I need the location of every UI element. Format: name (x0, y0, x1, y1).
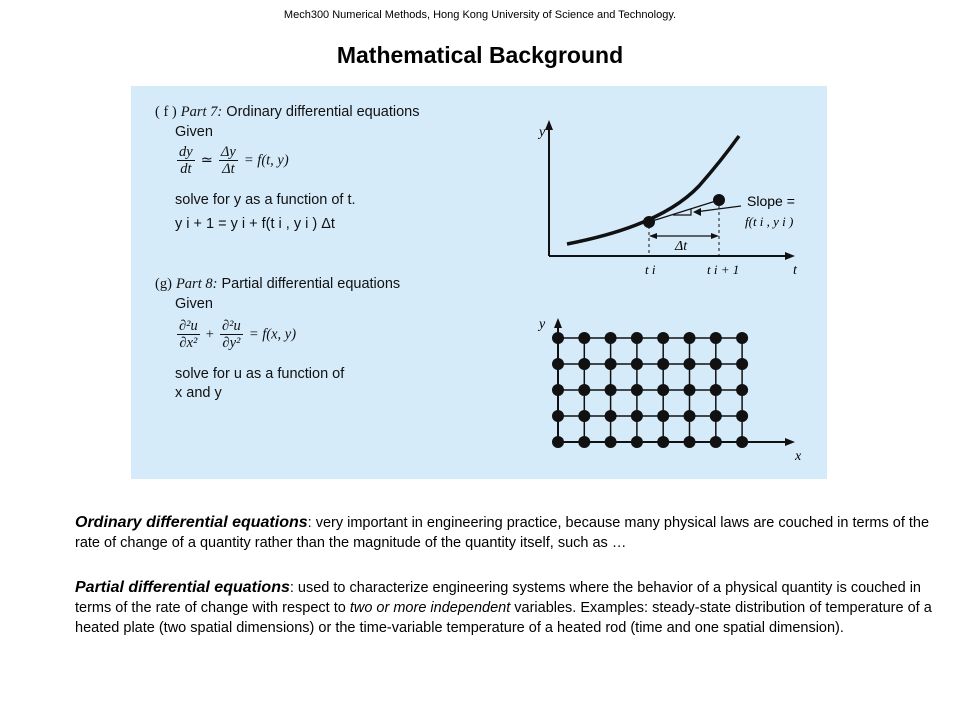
point-ti1 (713, 194, 725, 206)
grid-node (657, 332, 669, 344)
part-f-heading (155, 104, 419, 121)
grid-node (657, 384, 669, 396)
slope-pointer-head (693, 208, 701, 216)
grid-node (605, 436, 617, 448)
slope-line (649, 200, 719, 222)
pde-y-label: y (539, 317, 546, 332)
slope-expression: f(t i , y i ) (745, 214, 794, 229)
part-g-label: (g) (155, 276, 172, 292)
grid-node (710, 332, 722, 344)
ode-Dy: Δy (220, 144, 236, 160)
ode-t-arrowhead (785, 252, 795, 260)
grid-node (578, 384, 590, 396)
grid-node (736, 358, 748, 370)
part-f-name: Part 7: (180, 104, 223, 120)
grid-node (710, 410, 722, 422)
pde-d1: ∂x² (179, 335, 198, 351)
grid-node (552, 436, 564, 448)
slope-label: Slope = (747, 193, 795, 209)
pde-equation (175, 318, 296, 351)
grid-node (578, 436, 590, 448)
part-f-given: Given (175, 124, 213, 140)
grid-node (710, 358, 722, 370)
part-f-solve: solve for y as a function of t. (175, 192, 356, 208)
pde-paragraph (75, 578, 935, 638)
ode-y-label: y (539, 125, 546, 140)
pde-paragraph-text-a: : used to characterize engineering systems where the behavior of a physical quantity is couched in terms of the rate of change with respect to (75, 580, 921, 616)
grid-node (631, 436, 643, 448)
grid-node (631, 384, 643, 396)
ti-label: t i (645, 262, 656, 277)
part-g-solve-2: x and y (175, 385, 222, 401)
pde-paragraph-heading: Partial differential equations (75, 579, 290, 596)
pde-y-arrowhead (554, 318, 562, 328)
ode-slope-diagram (531, 116, 821, 286)
pde-paragraph-text-b: variables. Examples: steady-state distribution of temperature of a heated plate (two spatial dimensions) or the time-variable temperature of a heated rod (time and one spatial dimension). (75, 600, 932, 636)
grid-node (657, 410, 669, 422)
pde-x-arrowhead (785, 438, 795, 446)
grid-node (631, 358, 643, 370)
part-g-solve-1: solve for u as a function of (175, 366, 345, 382)
grid-node (578, 358, 590, 370)
grid-node (631, 410, 643, 422)
euler-recurrence: y i + 1 = y i + f(t i , y i ) Δt (175, 216, 335, 232)
ode-approx: ≃ (200, 152, 213, 169)
ode-paragraph-text: : very important in engineering practice, because many physical laws are couched in terms of the rate of change of a quantity rather than the magnitude of the quantity itself, such as … (75, 515, 930, 551)
part-g-name: Part 8: (175, 276, 218, 292)
ode-paragraph (75, 513, 935, 553)
ode-dy: dy (179, 144, 193, 160)
grid-node (631, 332, 643, 344)
grid-node (736, 436, 748, 448)
pde-x-label: x (795, 449, 802, 464)
ti1-label: t i + 1 (707, 262, 740, 277)
grid-node (552, 358, 564, 370)
pde-fraction-x (177, 318, 200, 351)
pde-n2: ∂²u (222, 318, 241, 334)
grid-node (684, 384, 696, 396)
pde-rhs: = f(x, y) (248, 326, 297, 343)
ode-delta-fraction (219, 144, 238, 177)
grid-node (736, 384, 748, 396)
grid-node (552, 410, 564, 422)
grid-node (578, 410, 590, 422)
grid-node (578, 332, 590, 344)
pde-plus: + (205, 326, 214, 343)
ode-t-label: t (793, 263, 797, 278)
delta-t-right-head (711, 233, 719, 239)
grid-node (605, 358, 617, 370)
pde-d2: ∂y² (222, 335, 241, 351)
delta-t-left-head (649, 233, 657, 239)
part-f-label: ( f ) (155, 104, 177, 120)
grid-node (552, 384, 564, 396)
pde-n1: ∂²u (179, 318, 198, 334)
grid-node (736, 332, 748, 344)
solution-curve (567, 136, 739, 244)
ode-lhs-fraction (177, 144, 195, 177)
grid-node (657, 358, 669, 370)
grid-node (710, 436, 722, 448)
grid-node (710, 384, 722, 396)
ode-dt: dt (180, 161, 192, 177)
ode-equation (175, 144, 289, 177)
grid-node (605, 332, 617, 344)
page-title: Mathematical Background (336, 42, 624, 68)
grid-node (605, 384, 617, 396)
part-g-given: Given (175, 296, 213, 312)
delta-t-label: Δt (675, 239, 688, 254)
pde-grid-diagram (531, 314, 821, 464)
part-f-title: Ordinary differential equations (226, 104, 420, 120)
course-header: Mech300 Numerical Methods, Hong Kong University of Science and Technology. (283, 9, 677, 21)
slope-pointer-line (695, 206, 741, 212)
grid-nodes (552, 332, 748, 448)
ode-rhs: = f(t, y) (243, 152, 289, 169)
part-g-heading (155, 276, 400, 293)
ode-Dt: Δt (222, 161, 235, 177)
pde-paragraph-emphasis: two or more independent (349, 600, 511, 616)
grid-node (684, 410, 696, 422)
grid-node (552, 332, 564, 344)
grid-node (605, 410, 617, 422)
grid-node (684, 332, 696, 344)
grid-node (657, 436, 669, 448)
ode-y-arrowhead (545, 120, 553, 130)
grid-node (684, 358, 696, 370)
pde-fraction-y (220, 318, 243, 351)
ode-paragraph-heading: Ordinary differential equations (75, 514, 308, 531)
figure-panel (131, 86, 827, 479)
part-g-title: Partial differential equations (221, 276, 401, 292)
grid-node (736, 410, 748, 422)
grid-node (684, 436, 696, 448)
